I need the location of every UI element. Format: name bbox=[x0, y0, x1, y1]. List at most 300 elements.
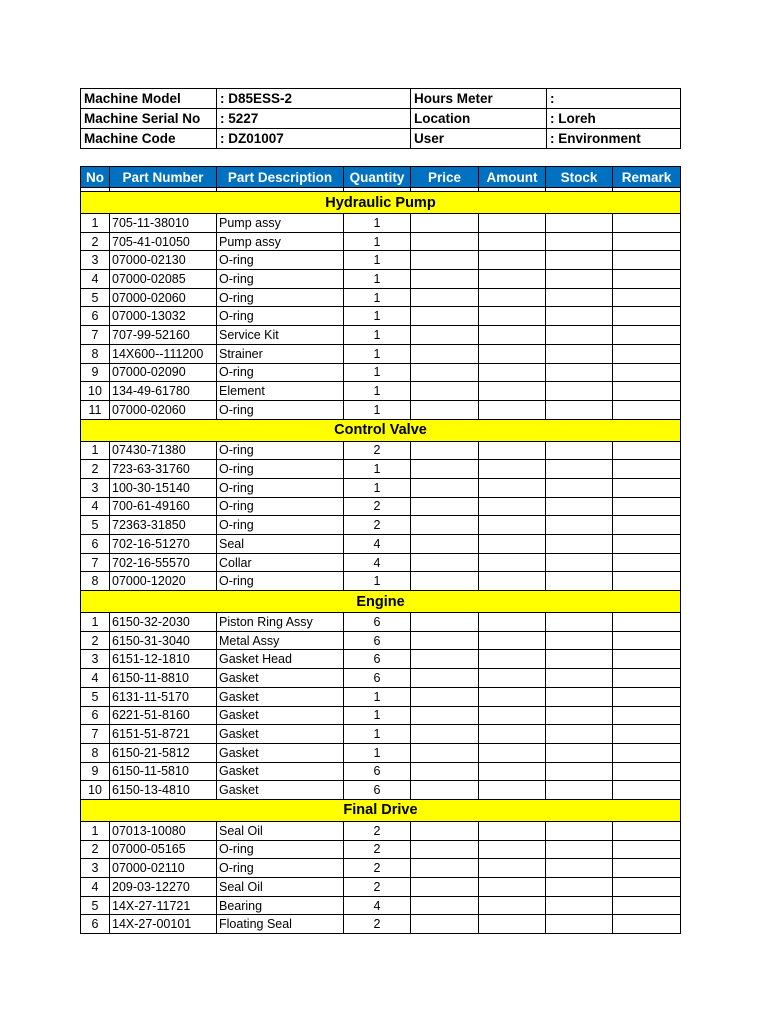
item-quantity: 4 bbox=[344, 896, 411, 915]
table-row bbox=[81, 878, 681, 897]
table-row bbox=[81, 307, 681, 326]
item-stock bbox=[546, 478, 613, 497]
table-row bbox=[81, 400, 681, 419]
item-stock bbox=[546, 859, 613, 878]
item-stock bbox=[546, 878, 613, 897]
item-no: 1 bbox=[81, 214, 110, 233]
item-amount bbox=[479, 743, 546, 762]
table-row bbox=[81, 859, 681, 878]
item-stock bbox=[546, 516, 613, 535]
item-description: Pump assy bbox=[217, 232, 344, 251]
item-no: 7 bbox=[81, 553, 110, 572]
item-price bbox=[411, 382, 479, 401]
item-description: Metal Assy bbox=[217, 631, 344, 650]
table-row bbox=[81, 725, 681, 744]
item-amount bbox=[479, 878, 546, 897]
item-part-number: 07000-02060 bbox=[110, 400, 217, 419]
table-row bbox=[81, 344, 681, 363]
item-stock bbox=[546, 915, 613, 934]
item-stock bbox=[546, 460, 613, 479]
item-price bbox=[411, 725, 479, 744]
item-quantity: 1 bbox=[344, 687, 411, 706]
item-no: 9 bbox=[81, 363, 110, 382]
section-row bbox=[81, 591, 681, 613]
item-part-number: 134-49-61780 bbox=[110, 382, 217, 401]
item-quantity: 6 bbox=[344, 613, 411, 632]
item-no: 3 bbox=[81, 251, 110, 270]
item-part-number: 702-16-51270 bbox=[110, 535, 217, 554]
item-price bbox=[411, 762, 479, 781]
item-price bbox=[411, 572, 479, 591]
item-no: 2 bbox=[81, 840, 110, 859]
item-stock bbox=[546, 232, 613, 251]
item-part-number: 07000-02060 bbox=[110, 288, 217, 307]
item-stock bbox=[546, 344, 613, 363]
item-part-number: 14X-27-00101 bbox=[110, 915, 217, 934]
item-quantity: 6 bbox=[344, 762, 411, 781]
machine-info-table bbox=[80, 88, 681, 149]
info-label: Machine Serial No bbox=[81, 109, 217, 129]
item-amount bbox=[479, 687, 546, 706]
info-value: : bbox=[547, 89, 681, 109]
item-amount bbox=[479, 915, 546, 934]
item-no: 4 bbox=[81, 669, 110, 688]
item-part-number: 6150-13-4810 bbox=[110, 781, 217, 800]
item-part-number: 14X600--111200 bbox=[110, 344, 217, 363]
item-part-number: 6150-11-8810 bbox=[110, 669, 217, 688]
item-remark bbox=[613, 382, 681, 401]
item-no: 5 bbox=[81, 516, 110, 535]
item-amount bbox=[479, 896, 546, 915]
item-price bbox=[411, 497, 479, 516]
item-quantity: 1 bbox=[344, 232, 411, 251]
table-row bbox=[81, 687, 681, 706]
item-price bbox=[411, 687, 479, 706]
parts-table bbox=[80, 166, 681, 934]
item-description: Seal Oil bbox=[217, 821, 344, 840]
col-remark-header: Remark bbox=[613, 167, 681, 188]
info-value: : D85ESS-2 bbox=[217, 89, 411, 109]
item-part-number: 6150-21-5812 bbox=[110, 743, 217, 762]
item-description: O-ring bbox=[217, 400, 344, 419]
item-price bbox=[411, 460, 479, 479]
item-amount bbox=[479, 516, 546, 535]
item-price bbox=[411, 896, 479, 915]
item-no: 6 bbox=[81, 307, 110, 326]
item-quantity: 1 bbox=[344, 572, 411, 591]
item-stock bbox=[546, 553, 613, 572]
item-quantity: 2 bbox=[344, 497, 411, 516]
item-stock bbox=[546, 762, 613, 781]
item-description: Gasket bbox=[217, 725, 344, 744]
table-row bbox=[81, 326, 681, 345]
item-remark bbox=[613, 821, 681, 840]
item-no: 8 bbox=[81, 344, 110, 363]
item-quantity: 2 bbox=[344, 516, 411, 535]
item-price bbox=[411, 669, 479, 688]
section-row bbox=[81, 419, 681, 441]
table-row bbox=[81, 382, 681, 401]
info-value: : Loreh bbox=[547, 109, 681, 129]
info-label: Machine Code bbox=[81, 129, 217, 149]
item-price bbox=[411, 214, 479, 233]
item-amount bbox=[479, 478, 546, 497]
item-quantity: 6 bbox=[344, 781, 411, 800]
item-description: Gasket bbox=[217, 743, 344, 762]
item-stock bbox=[546, 687, 613, 706]
item-no: 4 bbox=[81, 497, 110, 516]
item-description: O-ring bbox=[217, 288, 344, 307]
item-remark bbox=[613, 859, 681, 878]
item-remark bbox=[613, 706, 681, 725]
col-quantity-header: Quantity bbox=[344, 167, 411, 188]
table-row bbox=[81, 288, 681, 307]
item-remark bbox=[613, 631, 681, 650]
table-row bbox=[81, 270, 681, 289]
item-remark bbox=[613, 214, 681, 233]
item-description: O-ring bbox=[217, 572, 344, 591]
info-label: Location bbox=[411, 109, 547, 129]
item-no: 9 bbox=[81, 762, 110, 781]
item-quantity: 2 bbox=[344, 878, 411, 897]
item-quantity: 6 bbox=[344, 669, 411, 688]
item-price bbox=[411, 363, 479, 382]
item-description: O-ring bbox=[217, 497, 344, 516]
item-amount bbox=[479, 460, 546, 479]
item-quantity: 1 bbox=[344, 400, 411, 419]
item-quantity: 6 bbox=[344, 650, 411, 669]
item-description: O-ring bbox=[217, 460, 344, 479]
item-amount bbox=[479, 572, 546, 591]
item-no: 11 bbox=[81, 400, 110, 419]
item-part-number: 6131-11-5170 bbox=[110, 687, 217, 706]
item-amount bbox=[479, 307, 546, 326]
item-remark bbox=[613, 781, 681, 800]
item-remark bbox=[613, 687, 681, 706]
item-quantity: 1 bbox=[344, 460, 411, 479]
item-remark bbox=[613, 288, 681, 307]
section-row bbox=[81, 799, 681, 821]
item-price bbox=[411, 631, 479, 650]
item-description: Service Kit bbox=[217, 326, 344, 345]
item-part-number: 705-11-38010 bbox=[110, 214, 217, 233]
item-amount bbox=[479, 363, 546, 382]
item-amount bbox=[479, 613, 546, 632]
item-description: Floating Seal bbox=[217, 915, 344, 934]
item-part-number: 6221-51-8160 bbox=[110, 706, 217, 725]
section-title: Hydraulic Pump bbox=[81, 192, 681, 214]
item-no: 3 bbox=[81, 859, 110, 878]
table-row bbox=[81, 363, 681, 382]
item-remark bbox=[613, 400, 681, 419]
table-row bbox=[81, 553, 681, 572]
section-title: Final Drive bbox=[81, 799, 681, 821]
item-stock bbox=[546, 497, 613, 516]
item-amount bbox=[479, 631, 546, 650]
item-description: Seal Oil bbox=[217, 878, 344, 897]
item-description: Gasket bbox=[217, 762, 344, 781]
item-amount bbox=[479, 706, 546, 725]
item-remark bbox=[613, 896, 681, 915]
item-amount bbox=[479, 326, 546, 345]
item-amount bbox=[479, 821, 546, 840]
item-no: 2 bbox=[81, 460, 110, 479]
item-description: Gasket bbox=[217, 669, 344, 688]
item-remark bbox=[613, 460, 681, 479]
item-no: 5 bbox=[81, 896, 110, 915]
item-amount bbox=[479, 535, 546, 554]
item-description: O-ring bbox=[217, 270, 344, 289]
item-description: Gasket bbox=[217, 706, 344, 725]
item-amount bbox=[479, 400, 546, 419]
item-remark bbox=[613, 669, 681, 688]
item-stock bbox=[546, 400, 613, 419]
item-amount bbox=[479, 725, 546, 744]
table-row bbox=[81, 478, 681, 497]
item-price bbox=[411, 840, 479, 859]
item-quantity: 1 bbox=[344, 326, 411, 345]
item-price bbox=[411, 232, 479, 251]
item-quantity: 1 bbox=[344, 288, 411, 307]
item-description: Gasket bbox=[217, 687, 344, 706]
table-row bbox=[81, 896, 681, 915]
item-description: Bearing bbox=[217, 896, 344, 915]
item-stock bbox=[546, 307, 613, 326]
item-description: Strainer bbox=[217, 344, 344, 363]
item-description: Gasket bbox=[217, 781, 344, 800]
item-price bbox=[411, 400, 479, 419]
item-part-number: 07013-10080 bbox=[110, 821, 217, 840]
item-no: 5 bbox=[81, 687, 110, 706]
item-remark bbox=[613, 497, 681, 516]
item-part-number: 07000-12020 bbox=[110, 572, 217, 591]
item-no: 7 bbox=[81, 326, 110, 345]
item-amount bbox=[479, 669, 546, 688]
item-remark bbox=[613, 307, 681, 326]
col-part-number-header: Part Number bbox=[110, 167, 217, 188]
parts-table-header bbox=[81, 167, 681, 188]
item-stock bbox=[546, 613, 613, 632]
item-quantity: 1 bbox=[344, 725, 411, 744]
item-price bbox=[411, 270, 479, 289]
item-part-number: 07430-71380 bbox=[110, 441, 217, 460]
item-description: Element bbox=[217, 382, 344, 401]
item-part-number: 209-03-12270 bbox=[110, 878, 217, 897]
item-description: Collar bbox=[217, 553, 344, 572]
item-part-number: 702-16-55570 bbox=[110, 553, 217, 572]
item-remark bbox=[613, 441, 681, 460]
info-row bbox=[81, 129, 681, 149]
item-part-number: 707-99-52160 bbox=[110, 326, 217, 345]
item-quantity: 4 bbox=[344, 553, 411, 572]
item-amount bbox=[479, 781, 546, 800]
item-price bbox=[411, 478, 479, 497]
table-row bbox=[81, 706, 681, 725]
item-amount bbox=[479, 270, 546, 289]
item-price bbox=[411, 553, 479, 572]
item-stock bbox=[546, 363, 613, 382]
table-row bbox=[81, 821, 681, 840]
item-description: O-ring bbox=[217, 307, 344, 326]
table-row bbox=[81, 650, 681, 669]
table-row bbox=[81, 232, 681, 251]
item-description: O-ring bbox=[217, 251, 344, 270]
item-no: 3 bbox=[81, 478, 110, 497]
section-title: Engine bbox=[81, 591, 681, 613]
item-price bbox=[411, 516, 479, 535]
item-stock bbox=[546, 781, 613, 800]
item-quantity: 6 bbox=[344, 631, 411, 650]
item-stock bbox=[546, 631, 613, 650]
item-price bbox=[411, 915, 479, 934]
info-label: Machine Model bbox=[81, 89, 217, 109]
item-price bbox=[411, 821, 479, 840]
item-no: 8 bbox=[81, 572, 110, 591]
table-row bbox=[81, 762, 681, 781]
item-part-number: 07000-02130 bbox=[110, 251, 217, 270]
info-value: : Environment bbox=[547, 129, 681, 149]
table-row bbox=[81, 251, 681, 270]
item-part-number: 6150-31-3040 bbox=[110, 631, 217, 650]
item-no: 2 bbox=[81, 631, 110, 650]
item-amount bbox=[479, 382, 546, 401]
item-price bbox=[411, 535, 479, 554]
item-amount bbox=[479, 441, 546, 460]
item-remark bbox=[613, 840, 681, 859]
item-part-number: 07000-02085 bbox=[110, 270, 217, 289]
table-row bbox=[81, 497, 681, 516]
table-row bbox=[81, 460, 681, 479]
section-row bbox=[81, 192, 681, 214]
item-remark bbox=[613, 251, 681, 270]
item-remark bbox=[613, 344, 681, 363]
item-amount bbox=[479, 650, 546, 669]
item-part-number: 6151-51-8721 bbox=[110, 725, 217, 744]
item-quantity: 1 bbox=[344, 382, 411, 401]
col-no-header: No bbox=[81, 167, 110, 188]
item-no: 6 bbox=[81, 706, 110, 725]
item-price bbox=[411, 706, 479, 725]
item-description: O-ring bbox=[217, 441, 344, 460]
col-amount-header: Amount bbox=[479, 167, 546, 188]
item-amount bbox=[479, 840, 546, 859]
item-stock bbox=[546, 270, 613, 289]
item-stock bbox=[546, 743, 613, 762]
table-row bbox=[81, 535, 681, 554]
item-remark bbox=[613, 650, 681, 669]
table-row bbox=[81, 781, 681, 800]
info-row bbox=[81, 109, 681, 129]
item-amount bbox=[479, 251, 546, 270]
item-part-number: 07000-05165 bbox=[110, 840, 217, 859]
item-stock bbox=[546, 572, 613, 591]
item-stock bbox=[546, 650, 613, 669]
item-stock bbox=[546, 821, 613, 840]
item-remark bbox=[613, 762, 681, 781]
item-part-number: 07000-02090 bbox=[110, 363, 217, 382]
item-description: O-ring bbox=[217, 363, 344, 382]
item-quantity: 1 bbox=[344, 270, 411, 289]
item-price bbox=[411, 251, 479, 270]
item-description: Piston Ring Assy bbox=[217, 613, 344, 632]
info-label: User bbox=[411, 129, 547, 149]
item-no: 3 bbox=[81, 650, 110, 669]
item-quantity: 2 bbox=[344, 859, 411, 878]
item-remark bbox=[613, 516, 681, 535]
item-remark bbox=[613, 270, 681, 289]
item-no: 10 bbox=[81, 781, 110, 800]
item-stock bbox=[546, 251, 613, 270]
item-amount bbox=[479, 232, 546, 251]
item-stock bbox=[546, 535, 613, 554]
item-quantity: 1 bbox=[344, 344, 411, 363]
item-no: 6 bbox=[81, 535, 110, 554]
info-value: : 5227 bbox=[217, 109, 411, 129]
table-row bbox=[81, 840, 681, 859]
item-part-number: 6150-32-2030 bbox=[110, 613, 217, 632]
item-quantity: 1 bbox=[344, 743, 411, 762]
item-amount bbox=[479, 553, 546, 572]
item-quantity: 1 bbox=[344, 706, 411, 725]
item-no: 8 bbox=[81, 743, 110, 762]
item-stock bbox=[546, 706, 613, 725]
table-row bbox=[81, 613, 681, 632]
item-part-number: 723-63-31760 bbox=[110, 460, 217, 479]
item-amount bbox=[479, 288, 546, 307]
item-remark bbox=[613, 915, 681, 934]
item-part-number: 100-30-15140 bbox=[110, 478, 217, 497]
table-row bbox=[81, 915, 681, 934]
item-description: Pump assy bbox=[217, 214, 344, 233]
item-part-number: 07000-02110 bbox=[110, 859, 217, 878]
item-quantity: 2 bbox=[344, 915, 411, 934]
item-quantity: 1 bbox=[344, 363, 411, 382]
item-stock bbox=[546, 382, 613, 401]
table-row bbox=[81, 441, 681, 460]
item-description: Gasket Head bbox=[217, 650, 344, 669]
item-stock bbox=[546, 214, 613, 233]
col-price-header: Price bbox=[411, 167, 479, 188]
table-row bbox=[81, 516, 681, 535]
item-description: O-ring bbox=[217, 516, 344, 535]
item-quantity: 2 bbox=[344, 441, 411, 460]
item-stock bbox=[546, 441, 613, 460]
item-remark bbox=[613, 363, 681, 382]
item-no: 4 bbox=[81, 270, 110, 289]
info-row bbox=[81, 89, 681, 109]
item-price bbox=[411, 344, 479, 363]
item-no: 1 bbox=[81, 613, 110, 632]
item-part-number: 72363-31850 bbox=[110, 516, 217, 535]
item-remark bbox=[613, 572, 681, 591]
item-stock bbox=[546, 725, 613, 744]
item-description: O-ring bbox=[217, 840, 344, 859]
item-part-number: 6151-12-1810 bbox=[110, 650, 217, 669]
item-no: 6 bbox=[81, 915, 110, 934]
item-quantity: 1 bbox=[344, 478, 411, 497]
item-quantity: 1 bbox=[344, 251, 411, 270]
table-row bbox=[81, 572, 681, 591]
item-stock bbox=[546, 669, 613, 688]
table-row bbox=[81, 743, 681, 762]
item-price bbox=[411, 859, 479, 878]
item-stock bbox=[546, 288, 613, 307]
item-remark bbox=[613, 553, 681, 572]
item-remark bbox=[613, 613, 681, 632]
item-price bbox=[411, 743, 479, 762]
item-part-number: 14X-27-11721 bbox=[110, 896, 217, 915]
item-amount bbox=[479, 859, 546, 878]
